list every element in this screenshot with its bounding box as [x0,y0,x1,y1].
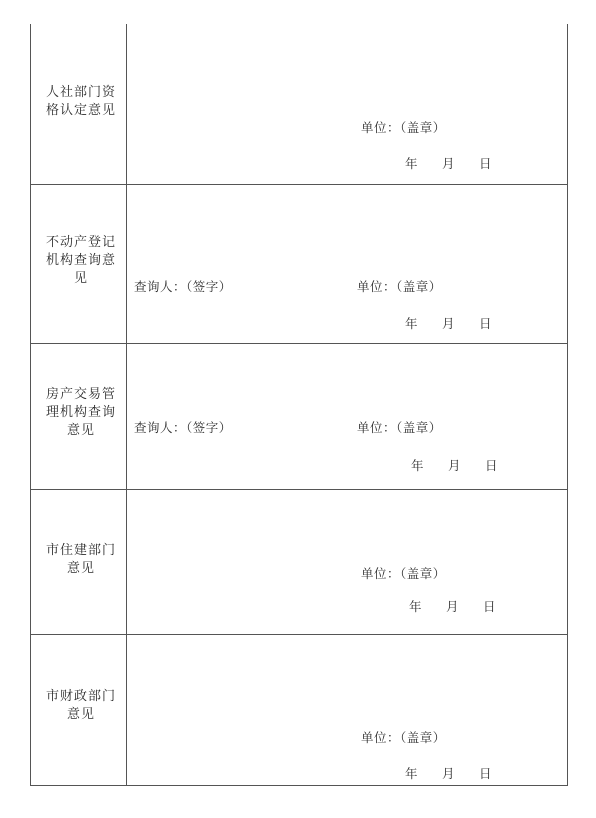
row-label-line: 意见 [66,561,95,576]
date-field [405,766,492,782]
row-label [39,386,123,440]
date-year: 年 [409,599,423,614]
form-row-finance [31,635,567,786]
unit-seal-field: 单位：（盖章） [361,566,446,581]
row-label-line: 市住建部门 [45,543,116,558]
date-field [409,599,496,615]
row-label-line: 意见 [66,707,95,722]
row-label-line: 见 [73,271,88,286]
unit-seal-field: 单位：（盖章） [357,279,442,294]
date-year: 年 [405,766,419,781]
date-year: 年 [405,156,419,171]
date-day: 日 [479,316,493,331]
date-field [405,316,492,332]
form-row-real-estate-registry [31,185,567,344]
row-label-line: 人社部门资 [45,85,116,100]
date-month: 月 [442,766,456,781]
date-month: 月 [442,316,456,331]
row-label-line: 意见 [66,423,95,438]
date-year: 年 [405,316,419,331]
date-day: 日 [479,766,493,781]
row-label [39,234,123,288]
unit-seal-field: 单位：（盖章） [357,420,442,435]
row-label [39,688,123,724]
row-label-line: 理机构查询 [45,405,116,420]
row-label-line: 机构查询意 [45,253,116,268]
opinion-form-table [30,24,568,786]
form-row-property-transaction [31,344,567,490]
row-label-line: 市财政部门 [45,689,116,704]
inquirer-signature-field: 查询人：（签字） [134,420,232,435]
row-label [39,542,123,578]
date-month: 月 [446,599,460,614]
date-day: 日 [485,458,499,473]
date-day: 日 [483,599,497,614]
date-day: 日 [479,156,493,171]
row-label-line: 格认定意见 [45,103,116,118]
row-label-line: 不动产登记 [45,235,116,250]
form-row-housing-construction [31,490,567,635]
date-field [405,156,492,172]
date-year: 年 [411,458,425,473]
row-label [39,84,123,120]
date-month: 月 [442,156,456,171]
unit-seal-field: 单位：（盖章） [361,730,446,745]
form-row-hr-department [31,24,567,185]
inquirer-signature-field: 查询人：（签字） [134,279,232,294]
row-label-line: 房产交易管 [45,387,116,402]
date-month: 月 [448,458,462,473]
unit-seal-field: 单位：（盖章） [361,120,446,135]
date-field [411,458,498,474]
